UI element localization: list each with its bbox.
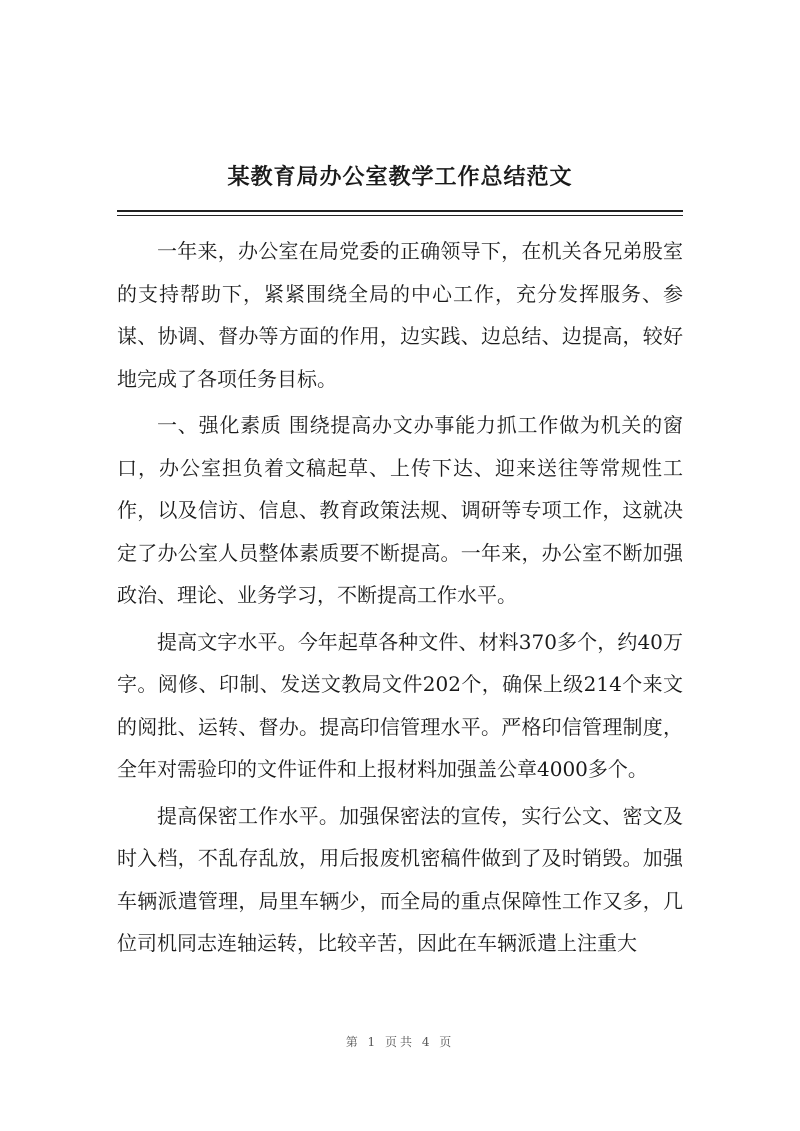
paragraph-confidentiality: 提高保密工作水平。加强保密法的宣传，实行公文、密文及时入档，不乱存乱放，用后报废机密稿件做到了及时销毁。加强车辆派遣管理，局里车辆少，而全局的重点保障性工作又多，几位司机同志连轴运转，比较辛苦，因此在车辆派遣上注重大 <box>117 803 683 955</box>
title-divider-thick <box>117 210 683 212</box>
paragraph-intro: 一年来，办公室在局党委的正确领导下，在机关各兄弟股室的支持帮助下，紧紧围绕全局的中心工作，充分发挥服务、参谋、协调、督办等方面的作用，边实践、边总结、边提高，较好地完成了各项任务目标。 <box>117 239 683 391</box>
paragraph-writing-level: 提高文字水平。今年起草各种文件、材料370多个，约40万字。阅修、印制、发送文教局文件202个，确保上级214个来文的阅批、运转、督办。提高印信管理水平。严格印信管理制度，全年对需验印的文件证件和上报材料加强盖公章4000多个。 <box>117 629 683 781</box>
document-title: 某教育局办公室教学工作总结范文 <box>227 164 573 190</box>
paragraph-section-one: 一、强化素质 围绕提高办文办事能力抓工作做为机关的窗口，办公室担负着文稿起草、上传下达、迎来送往等常规性工作，以及信访、信息、教育政策法规、调研等专项工作，这就决定了办公室人员整体素质要不断提高。一年来，办公室不断加强政治、理论、业务学习，不断提高工作水平。 <box>117 413 683 607</box>
document-body <box>117 230 683 965</box>
page-footer: 第 1 页共 4 页 <box>345 1035 455 1049</box>
title-divider-thin <box>117 215 683 216</box>
